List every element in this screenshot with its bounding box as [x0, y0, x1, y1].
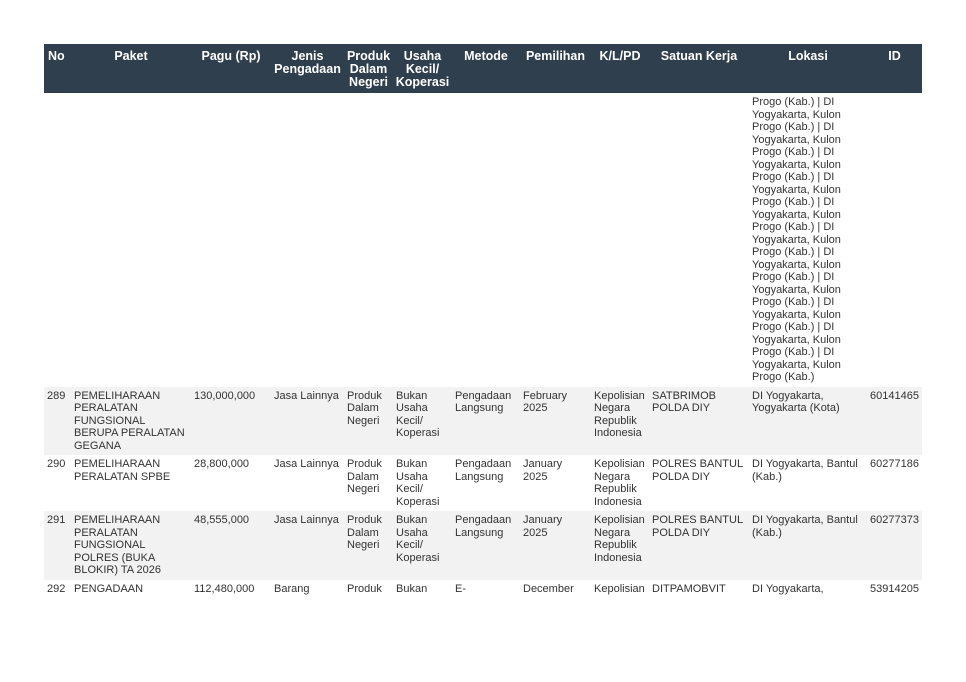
- cell-id: 60277373: [867, 511, 922, 580]
- cell-empty: [271, 93, 344, 387]
- col-header-satker: Satuan Kerja: [649, 44, 749, 93]
- cell-pdn: Produk Dalam Negeri: [344, 387, 393, 456]
- cell-klpd: Kepolisian Negara Republik Indonesia: [594, 458, 645, 508]
- col-header-metode: Metode: [452, 44, 520, 93]
- cell-no: 291: [44, 511, 71, 580]
- col-header-pagu: Pagu (Rp): [191, 44, 271, 93]
- cell-empty: [71, 93, 191, 387]
- cell-id: 53914205: [870, 582, 919, 595]
- cell-pagu: 28,800,000: [194, 458, 250, 470]
- procurement-table: [44, 44, 922, 598]
- cell-pdn: Produk Dalam Negeri: [344, 511, 393, 580]
- cell-satker: POLRES BANTUL POLDA DIY: [652, 458, 743, 483]
- cell-empty: [520, 93, 591, 387]
- cell-paket: PEMELIHARAAN PERALATAN FUNGSIONAL BERUPA PERALATAN GEGANA: [71, 387, 191, 456]
- cell-umk: Bukan Usaha Kecil/ Koperasi: [393, 511, 452, 580]
- cell-pemilihan: January 2025: [523, 458, 563, 483]
- cell-metode: E-: [455, 582, 466, 595]
- cell-umk: Bukan Usaha Kecil/ Koperasi: [396, 458, 440, 508]
- cell-pemilihan: December: [523, 582, 574, 595]
- cell-lokasi: DI Yogyakarta,: [752, 582, 824, 595]
- cell-empty: [867, 93, 922, 387]
- cell-paket: PEMELIHARAAN PERALATAN SPBE: [74, 458, 171, 483]
- cell-lokasi: DI Yogyakarta, Yogyakarta (Kota): [749, 387, 867, 456]
- procurement-table-page: [44, 44, 922, 598]
- cell-jenis: Jasa Lainnya: [271, 511, 344, 580]
- cell-empty: [649, 93, 749, 387]
- col-header-id: ID: [867, 44, 922, 93]
- col-header-klpd: K/L/PD: [591, 44, 649, 93]
- table-row: [44, 511, 922, 580]
- col-header-pdn: Produk Dalam Negeri: [344, 44, 393, 93]
- cell-klpd: Kepolisian Negara Republik Indonesia: [591, 387, 649, 456]
- cell-pagu: 48,555,000: [191, 511, 271, 580]
- cell-umk: Bukan: [396, 582, 428, 595]
- cell-no: 292: [47, 582, 66, 595]
- table-row: [44, 580, 922, 599]
- cell-satker: POLRES BANTUL POLDA DIY: [649, 511, 749, 580]
- cell-pdn: Produk: [347, 582, 382, 595]
- cell-metode: Pengadaan Langsung: [452, 387, 520, 456]
- cell-empty: [191, 93, 271, 387]
- cell-satker: SATBRIMOB POLDA DIY: [649, 387, 749, 456]
- cell-empty: [344, 93, 393, 387]
- cell-no: 289: [44, 387, 71, 456]
- table-header-row: [44, 44, 922, 93]
- cell-jenis: Jasa Lainnya: [271, 387, 344, 456]
- col-header-umk: Usaha Kecil/ Koperasi: [393, 44, 452, 93]
- cell-jenis: Barang: [274, 582, 310, 595]
- cell-jenis: Jasa Lainnya: [274, 458, 339, 470]
- cell-no: 290: [47, 458, 66, 470]
- cell-klpd: Kepolisian Negara Republik Indonesia: [591, 511, 649, 580]
- cell-metode: Pengadaan Langsung: [455, 458, 512, 483]
- col-header-pemilihan: Pemilihan: [520, 44, 591, 93]
- cell-empty: [591, 93, 649, 387]
- cell-satker: DITPAMOBVIT: [652, 582, 726, 595]
- col-header-paket: Paket: [71, 44, 191, 93]
- col-header-no: No: [44, 44, 71, 93]
- cell-empty: [393, 93, 452, 387]
- cell-id: 60277186: [870, 458, 919, 470]
- table-row: [44, 455, 922, 511]
- cell-empty: [452, 93, 520, 387]
- table-row: [44, 387, 922, 456]
- cell-pemilihan: January 2025: [520, 511, 591, 580]
- cell-empty: [44, 93, 71, 387]
- cell-lokasi: DI Yogyakarta, Bantul (Kab.): [752, 458, 858, 483]
- cell-id: 60141465: [867, 387, 922, 456]
- cell-pemilihan: February 2025: [520, 387, 591, 456]
- cell-pagu: 112,480,000: [194, 582, 255, 595]
- cell-paket: PENGADAAN: [74, 582, 144, 595]
- table-row-continued: [44, 93, 922, 387]
- col-header-jenis: Jenis Pengadaan: [271, 44, 344, 93]
- cell-umk: Bukan Usaha Kecil/ Koperasi: [393, 387, 452, 456]
- col-header-lokasi: Lokasi: [749, 44, 867, 93]
- cell-klpd: Kepolisian: [594, 582, 645, 595]
- cell-lokasi-continued: Progo (Kab.) | DI Yogyakarta, Kulon Progo (Kab.) | DI Yogyakarta, Kulon Progo (Kab.) | DI Yogyakarta, Kulon Progo (Kab.) | DI Yogyakarta, Kulon Progo (Kab.) | DI Yogyakarta, Kulon Progo (Kab.) | DI Yogyakarta, Kulon Progo (Kab.) | DI Yogyakarta, Kulon Progo (Kab.) | DI Yogyakarta, Kulon Progo (Kab.) | DI Yogyakarta, Kulon Progo (Kab.) | DI Yogyakarta, Kulon Progo (Kab.) | DI Yogyakarta, Kulon Progo (Kab.): [752, 96, 841, 383]
- cell-metode: Pengadaan Langsung: [452, 511, 520, 580]
- cell-pdn: Produk Dalam Negeri: [347, 458, 382, 495]
- cell-lokasi: DI Yogyakarta, Bantul (Kab.): [749, 511, 867, 580]
- cell-paket: PEMELIHARAAN PERALATAN FUNGSIONAL POLRES (BUKA BLOKIR) TA 2026: [71, 511, 191, 580]
- cell-pagu: 130,000,000: [191, 387, 271, 456]
